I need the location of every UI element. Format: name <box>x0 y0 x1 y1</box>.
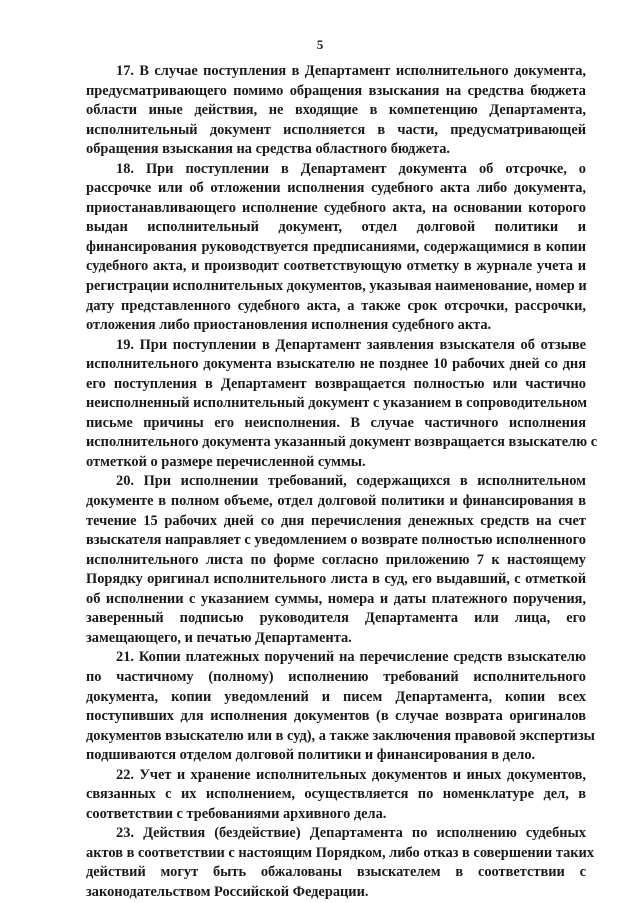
text-line: заверенный подписью руководителя Департамента или лица, его <box>86 610 586 627</box>
paragraph-17 <box>86 62 586 160</box>
text-line: исполнительного документа указанный документ возвращается взыскателю с <box>86 434 598 451</box>
text-line: 18. При поступлении в Департамент документа об отсрочке, о <box>116 160 586 177</box>
paragraph-20 <box>86 472 586 648</box>
text-line: течение 15 рабочих дней со дня перечисления денежных средств на счет <box>86 512 586 529</box>
text-line: документа, копии уведомлений и писем Департамента, копии всех <box>86 688 586 705</box>
paragraph-19 <box>86 336 598 473</box>
text-line: области иные действия, не входящие в компетенцию Департамента, <box>86 102 586 119</box>
page-number: 5 <box>316 37 324 52</box>
text-line: обращения взыскания на средства областного бюджета. <box>86 141 451 158</box>
text-line: замещающего, и печатью Департамента. <box>86 629 352 646</box>
text-line: актов в соответствии с настоящим Порядком, либо отказ в совершении таких <box>86 844 595 861</box>
text-line: дату представленного судебного акта, а также срок отсрочки, рассрочки, <box>86 297 586 314</box>
text-line: его поступления в Департамент возвращается полностью или частично <box>86 375 586 392</box>
text-line: действий могут быть обжалованы взыскателем в соответствии с <box>86 864 586 881</box>
text-line: 23. Действия (бездействие) Департамента по исполнению судебных <box>116 825 586 842</box>
text-line: отложения либо приостановления исполнения судебного акта. <box>86 317 492 334</box>
text-line: исполнительного листа по форме согласно приложению 7 к настоящему <box>86 551 586 568</box>
paragraph-22 <box>86 766 586 825</box>
text-line: законодательством Российской Федерации. <box>86 883 369 900</box>
text-line: связанных с их исполнением, осуществляется по номенклатуре дел, в <box>86 786 586 803</box>
text-line: предусматривающего помимо обращения взыскания на средства бюджета <box>86 82 586 99</box>
text-line: регистрации исполнительных документов, указывая наименование, номер и <box>86 278 587 295</box>
text-line: финансирования руководствуется предписаниями, содержащимися в копии <box>86 238 586 255</box>
text-line: 22. Учет и хранение исполнительных документов и иных документов, <box>116 766 586 783</box>
text-line: 20. При исполнении требований, содержащихся в исполнительном <box>116 473 586 490</box>
text-line: 19. При поступлении в Департамент заявления взыскателя об отзыве <box>116 336 586 353</box>
document-body <box>86 62 598 903</box>
text-line: отметкой о размере перечисленной суммы. <box>86 453 366 470</box>
text-line: 21. Копии платежных поручений на перечисление средств взыскателю <box>116 649 586 666</box>
paragraph-18 <box>86 160 586 336</box>
text-line: исполнительный документ исполняется в части, предусматривающей <box>86 121 586 138</box>
text-line: исполнительного документа взыскателю не позднее 10 рабочих дней со дня <box>86 356 586 373</box>
text-line: судебного акта, и производит соответствующую отметку в журнале учета и <box>86 258 586 275</box>
text-line: взыскателя направляет с уведомлением о возврате полностью исполненного <box>86 532 586 549</box>
paragraph-21 <box>86 648 595 765</box>
text-line: документов взыскателю или в суд), а также заключения правовой экспертизы <box>86 727 595 744</box>
text-line: выдан исполнительный документ, отдел долговой политики и <box>86 219 586 236</box>
text-line: Порядку оригинал исполнительного листа в суд, его выдавший, с отметкой <box>86 571 586 588</box>
text-line: подшиваются отделом долговой политики и финансирования в дело. <box>86 747 536 764</box>
text-line: рассрочке или об отложении исполнения судебного акта либо документа, <box>86 180 586 197</box>
text-line: приостанавливающего исполнение судебного акта, на основании которого <box>86 199 586 216</box>
text-line: об исполнении с указанием суммы, номера и даты платежного поручения, <box>86 590 586 607</box>
text-line: документе в полном объеме, отдел долговой политики и финансирования в <box>86 493 586 510</box>
text-line: по частичному (полному) исполнению требований исполнительного <box>86 668 586 685</box>
text-line: 17. В случае поступления в Департамент исполнительного документа, <box>116 63 586 79</box>
text-line: неисполненный исполнительный документ с указанием в сопроводительном <box>86 395 588 412</box>
text-line: поступивших для исполнения документов (в случае возврата оригиналов <box>86 708 586 725</box>
text-line: соответствии с требованиями архивного дела. <box>86 805 387 822</box>
paragraph-23 <box>86 824 595 902</box>
text-line: письме причины его неисполнения. В случае частичного исполнения <box>86 414 586 431</box>
